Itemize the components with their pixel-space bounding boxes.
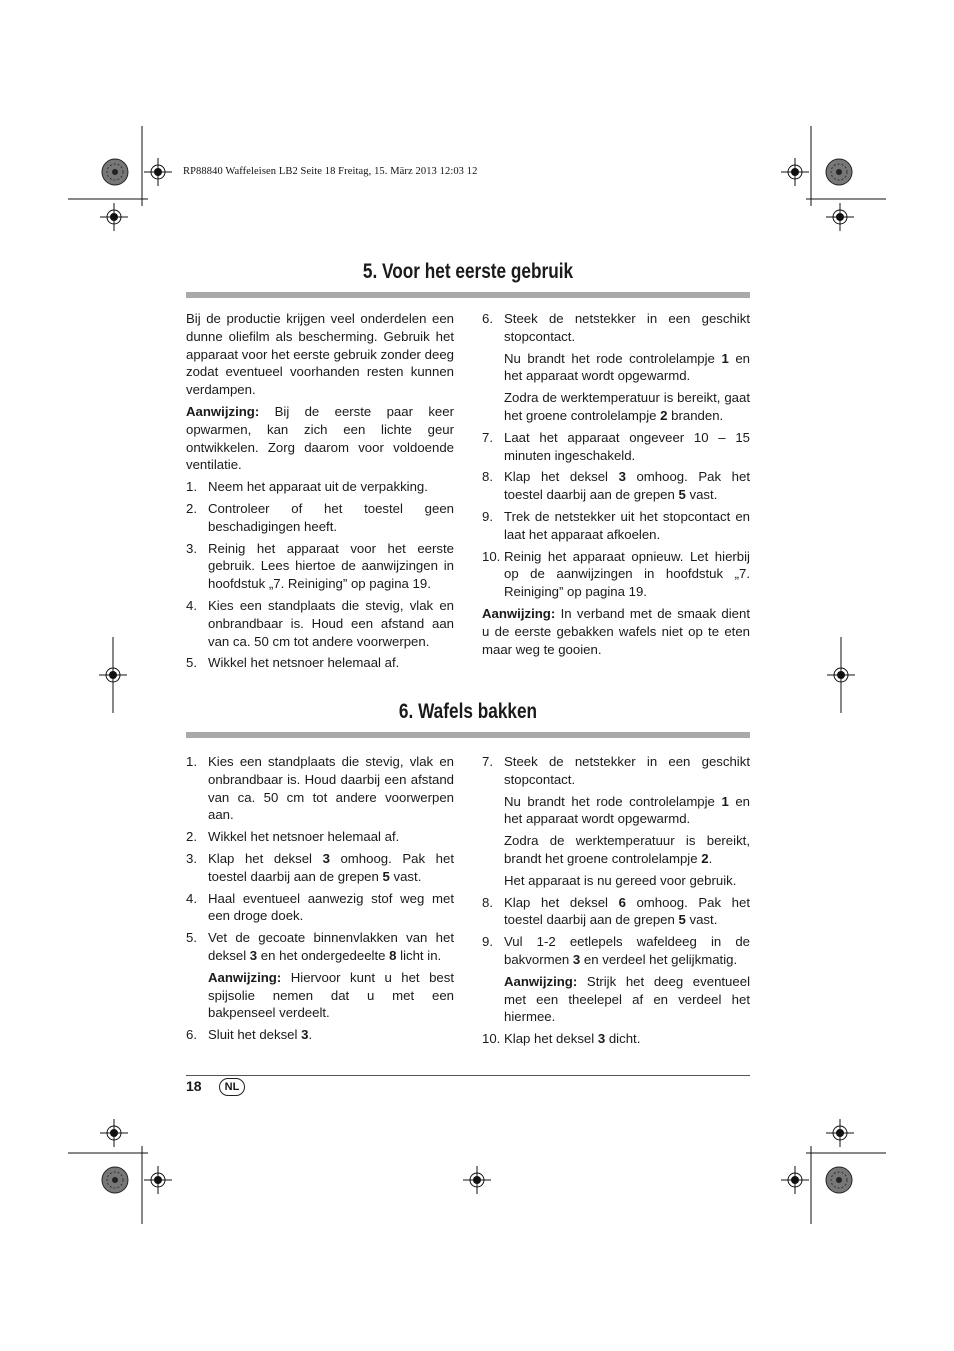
list-subparagraph: Het apparaat is nu gereed voor gebruik.: [504, 872, 737, 888]
note-label: Aanwijzing:: [208, 969, 282, 985]
list-item: 7. Laat het apparaat ongeveer 10 – 15 minuten ingeschakeld.: [482, 429, 750, 463]
list-item: 2. Wikkel het netsnoer helemaal af.: [186, 829, 400, 845]
list-item: 3. Reinig het apparaat voor het eerste gebruik. Lees hiertoe de aanwijzingen in hoofdstuk „7. Reiniging” op pagina 19.: [186, 540, 454, 592]
note-paragraph: Aanwijzing: Bij de eerste paar keer opwarmen, kan zich een lichte geur ontwikkelen. Zorg daarom voor voldoende ventilatie.: [186, 403, 454, 473]
list-item: 5. Wikkel het netsnoer helemaal af.: [186, 655, 400, 671]
section-divider: [186, 732, 750, 738]
language-badge: NL: [219, 1078, 245, 1096]
list-item: 6. Steek de netstekker in een geschikt stopcontact.: [482, 311, 750, 344]
note-paragraph: Aanwijzing: Hiervoor kunt u het best spijsolie nemen dat u met een bakpenseel verdeelt.: [208, 969, 454, 1021]
list-item: 9. Vul 1-2 eetlepels wafeldeeg in de bakvormen 3 en verdeel het gelijkmatig.: [482, 934, 750, 967]
list-item: 10. Klap het deksel 3 dicht.: [482, 1031, 641, 1047]
list-subparagraph: Nu brandt het rode controlelampje 1 en het apparaat wordt opgewarmd.: [504, 350, 750, 384]
list-item: 1. Neem het apparaat uit de verpakking.: [186, 479, 428, 495]
page-number: 18: [186, 1078, 202, 1094]
list-subparagraph: Zodra de werktemperatuur is bereikt, gaat het groene controlelampje 2 branden.: [504, 390, 750, 423]
list-item: 4. Haal eventueel aanwezig stof weg met een droge doek.: [186, 890, 454, 924]
note-label: Aanwijzing:: [504, 973, 578, 989]
list-item: 6. Sluit het deksel 3.: [186, 1027, 313, 1043]
list-subparagraph: Zodra de werktemperatuur is bereikt, brandt het groene controlelampje 2.: [504, 833, 750, 866]
section-divider: [186, 292, 750, 298]
section5-left-column: [186, 310, 454, 676]
note-paragraph: Aanwijzing: In verband met de smaak dient u de eerste gebakken wafels niet op te eten maar weg te gooien.: [482, 605, 750, 657]
list-item: 8. Klap het deksel 3 omhoog. Pak het toestel daarbij aan de grepen 5 vast.: [482, 469, 750, 503]
section5-right-column: [482, 310, 750, 662]
list-subparagraph: Nu brandt het rode controlelampje 1 en het apparaat wordt opgewarmd.: [504, 793, 750, 827]
footer-rule: [186, 1075, 750, 1076]
note-label: Aanwijzing:: [482, 605, 556, 621]
list-item: 8. Klap het deksel 6 omhoog. Pak het toestel daarbij aan de grepen 5 vast.: [482, 894, 750, 928]
list-item: 9. Trek de netstekker uit het stopcontact en laat het apparaat afkoelen.: [482, 508, 750, 542]
note-paragraph: Aanwijzing: Strijk het deeg eventueel met een theelepel af en verdeel het hiermee.: [504, 973, 750, 1025]
intro-paragraph: Bij de productie krijgen veel onderdelen een dunne oliefilm als bescherming. Gebruik het apparaat voor het eerste gebruik zonder deeg zodat eventueel voorhanden resten kunnen verdampen.: [186, 311, 454, 398]
list-item: 2. Controleer of het toestel geen beschadigingen heeft.: [186, 500, 454, 534]
list-item: 7. Steek de netstekker in een geschikt stopcontact.: [482, 754, 750, 787]
section-title-6: 6. Wafels bakken: [398, 700, 538, 723]
section6-left-column: [186, 753, 454, 1048]
list-item: 5. Vet de gecoate binnenvlakken van het deksel 3 en het ondergedeelte 8 licht in.: [186, 930, 454, 963]
list-item: 3. Klap het deksel 3 omhoog. Pak het toestel daarbij aan de grepen 5 vast.: [186, 850, 454, 884]
list-item: 1. Kies een standplaats die stevig, vlak en onbrandbaar is. Houd daarbij een afstand van ca. 50 cm tot andere voorwerpen aan.: [186, 754, 454, 823]
note-label: Aanwijzing:: [186, 403, 260, 419]
print-header: RP88840 Waffeleisen LB2 Seite 18 Freitag, 15. März 2013 12:03 12: [183, 166, 478, 177]
section-title-5: 5. Voor het eerste gebruik: [362, 260, 574, 283]
section6-right-column: [482, 753, 750, 1052]
list-item: 10. Reinig het apparaat opnieuw. Let hierbij op de aanwijzingen in hoofdstuk „7. Reiniging” op pagina 19.: [482, 548, 750, 600]
list-item: 4. Kies een standplaats die stevig, vlak en onbrandbaar is. Houd een afstand aan van ca. 50 cm tot andere voorwerpen.: [186, 597, 454, 649]
